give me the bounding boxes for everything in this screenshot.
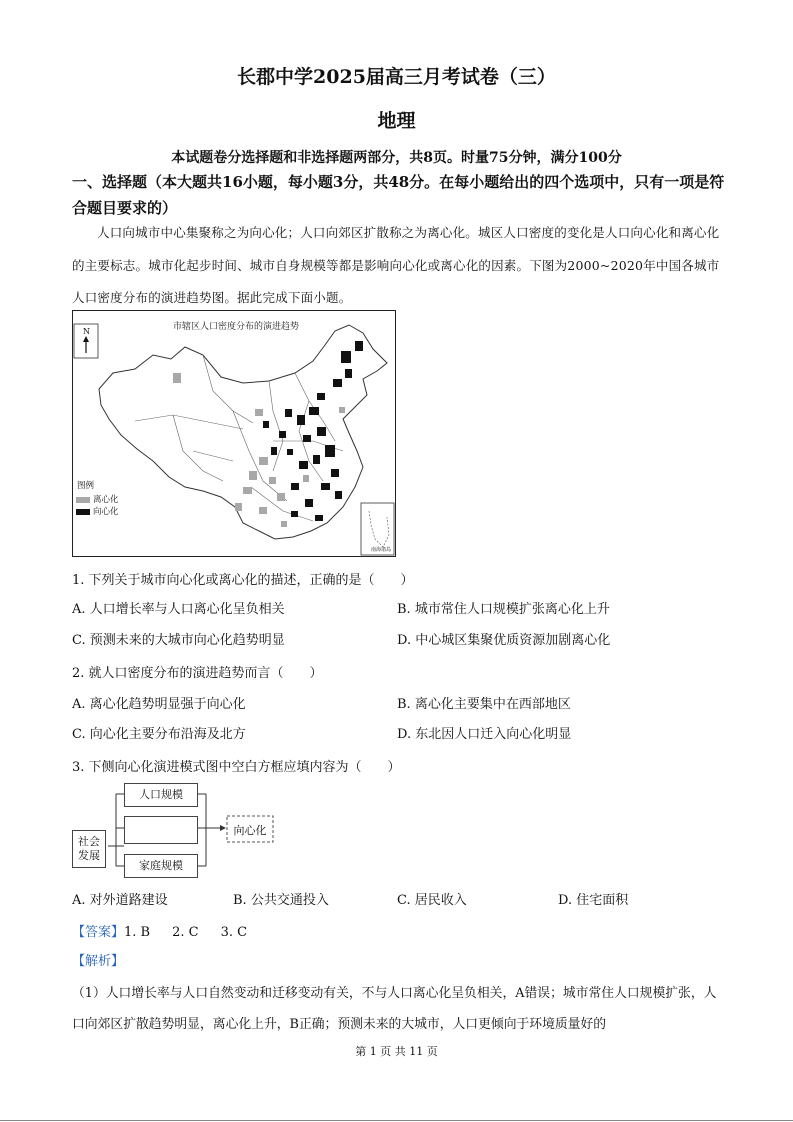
question-3-stem: 3. 下侧向心化演进模式图中空白方框应填内容为（ ） [72,760,401,775]
page-bottom-rule [0,1120,793,1121]
exam-intro: 本试题卷分选择题和非选择题两部分，共8页。时量75分钟，满分100分 [171,150,622,166]
answer-item-3: 3. C [220,925,248,940]
question-3-option-c[interactable]: C. 居民收入 [397,893,467,908]
answer-item-2: 2. C [172,925,199,940]
diagram-box-blank [124,816,198,844]
answer-line [72,921,247,940]
question-2-option-a[interactable]: A. 离心化趋势明显强于向心化 [72,697,246,712]
map-title: 市辖区人口密度分布的演进趋势 [173,322,300,332]
diagram-result-label: 向心化 [233,824,267,837]
question-2-option-d[interactable]: D. 东北因人口迁入向心化明显 [397,727,572,742]
legend-title: 图例 [77,481,95,491]
question-1-stem: 1. 下列关于城市向心化或离心化的描述，正确的是（ ） [72,573,414,588]
legend-label-centrifugal: 离心化 [93,495,119,505]
legend-swatch-centrifugal [76,497,90,503]
answer-item-1: 1. B [124,925,151,940]
answer-tag: 【答案】 [72,925,125,940]
question-1-option-b[interactable]: B. 城市常住人口规模扩张离心化上升 [397,602,610,617]
question-3-option-d[interactable]: D. 住宅面积 [558,893,629,908]
question-1-option-d[interactable]: D. 中心城区集聚优质资源加剧离心化 [397,633,611,648]
diagram-box-household-size: 家庭规模 [124,854,198,878]
question-2-option-b[interactable]: B. 离心化主要集中在西部地区 [397,697,571,712]
diagram-box-social-development: 社会发展 [72,830,106,868]
exam-title: 长郡中学2025届高三月考试卷（三） [237,66,556,88]
centripetal-model-diagram [72,778,282,883]
question-3-option-b[interactable]: B. 公共交通投入 [233,893,329,908]
china-map-figure [72,310,396,557]
question-2-option-c[interactable]: C. 向心化主要分布沿海及北方 [72,727,246,742]
north-label: N [83,327,90,336]
explanation-text: （1）人口增长率与人口自然变动和迁移变动有关，不与人口离心化呈负相关，A错误；城市常住人口规模扩张，人口向郊区扩散趋势明显，离心化上升，B正确；预测未来的大城市，人口更倾向于环境质量好的 [72,986,717,1032]
subject-title: 地理 [377,110,416,132]
question-2-stem: 2. 就人口密度分布的演进趋势而言（ ） [72,666,323,681]
legend-swatch-centripetal [76,509,90,515]
question-1-option-c[interactable]: C. 预测未来的大城市向心化趋势明显 [72,633,285,648]
reading-passage: 人口向城市中心集聚称之为向心化；人口向郊区扩散称之为离心化。城区人口密度的变化是人口向心化和离心化的主要标志。城市化起步时间、城市自身规模等都是影响向心化或离心化的因素。下图为2000~2020年中国各城市人口密度分布的演进趋势图。据此完成下面小题。 [72,225,720,305]
question-1-option-a[interactable]: A. 人口增长率与人口离心化呈负相关 [72,602,285,617]
explanation-tag: 【解析】 [72,954,125,969]
legend-label-centripetal: 向心化 [93,507,119,517]
section-heading: 一、选择题（本大题共16小题，每小题3分，共48分。在每小题给出的四个选项中，只有一项是符合题目要求的） [72,173,725,217]
inset-note: 南海诸岛 [371,547,392,553]
page-footer: 第 1 页 共 11 页 [355,1045,438,1058]
question-3-option-a[interactable]: A. 对外道路建设 [72,893,168,908]
china-map-svg [73,311,395,556]
diagram-box-population-size: 人口规模 [124,783,198,807]
